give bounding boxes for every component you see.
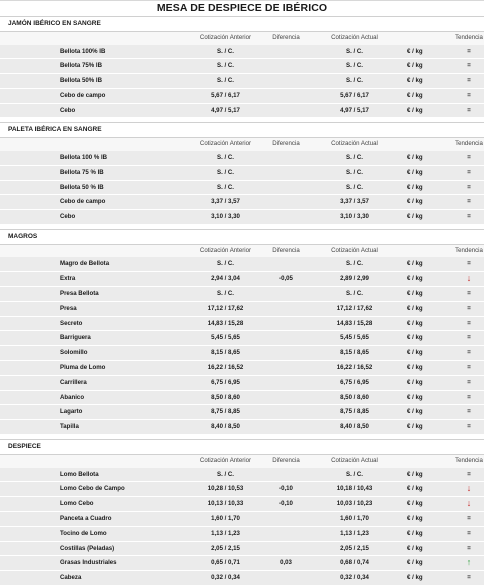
price-diferencia xyxy=(268,45,304,59)
section-title: JAMÓN IBÉRICO EN SANGRE xyxy=(0,16,484,32)
price-unit: € / kg xyxy=(407,183,423,191)
table-row xyxy=(0,195,484,210)
trend-down-icon: ↓ xyxy=(466,498,472,509)
table-row xyxy=(0,512,484,527)
table-row xyxy=(0,361,484,376)
price-actual: 2,89 / 2,99 xyxy=(340,275,369,283)
price-actual: S. / C. xyxy=(346,47,363,55)
product-name: Barriguera xyxy=(60,334,91,342)
column-header-actual: Cotización Actual xyxy=(331,140,378,148)
price-diferencia xyxy=(268,181,304,195)
table-row xyxy=(0,104,484,119)
trend-equal-icon: = xyxy=(467,91,471,99)
price-diferencia xyxy=(268,468,304,482)
product-name: Tapilla xyxy=(60,423,79,431)
price-anterior: 1,60 / 1,70 xyxy=(211,514,240,522)
price-unit: € / kg xyxy=(407,393,423,401)
price-anterior: S. / C. xyxy=(217,260,234,268)
table-row xyxy=(0,151,484,166)
column-header-unit xyxy=(405,245,454,258)
price-anterior: 0,32 / 0,34 xyxy=(211,574,240,582)
column-header-unit xyxy=(405,138,454,151)
price-unit: € / kg xyxy=(407,106,423,114)
product-name: Cebo xyxy=(60,213,76,221)
trend-equal-icon: = xyxy=(467,378,471,386)
column-header-actual: Cotización Actual xyxy=(331,246,378,254)
price-anterior: S. / C. xyxy=(217,470,234,478)
price-unit: € / kg xyxy=(407,198,423,206)
price-unit: € / kg xyxy=(407,260,423,268)
price-actual: 0,32 / 0,34 xyxy=(340,574,369,582)
section-rows xyxy=(0,45,484,119)
trend-equal-icon: = xyxy=(467,574,471,582)
product-name: Secreto xyxy=(60,319,83,327)
product-name: Panceta a Cuadro xyxy=(60,514,112,522)
price-unit: € / kg xyxy=(407,290,423,298)
price-anterior: 10,28 / 10,53 xyxy=(207,485,244,493)
price-diferencia xyxy=(268,331,304,345)
trend-equal-icon: = xyxy=(467,423,471,431)
price-actual: S. / C. xyxy=(346,153,363,161)
trend-down-icon: ↓ xyxy=(466,483,472,494)
price-diferencia xyxy=(268,317,304,331)
product-name: Cabeza xyxy=(60,574,82,582)
section-title: MAGROS xyxy=(0,229,484,245)
price-diferencia xyxy=(268,391,304,405)
product-name: Costillas (Peladas) xyxy=(60,544,115,552)
price-anterior: S. / C. xyxy=(217,77,234,85)
product-name: Abanico xyxy=(60,393,85,401)
price-diferencia xyxy=(268,420,304,434)
price-unit: € / kg xyxy=(407,574,423,582)
trend-equal-icon: = xyxy=(467,260,471,268)
column-headers xyxy=(0,32,484,45)
table-row xyxy=(0,210,484,225)
price-anterior: 3,10 / 3,30 xyxy=(211,213,240,221)
price-section-2 xyxy=(0,229,484,435)
trend-equal-icon: = xyxy=(467,183,471,191)
trend-equal-icon: = xyxy=(467,334,471,342)
price-actual: 1,13 / 1,23 xyxy=(340,529,369,537)
column-header-anterior: Cotización Anterior xyxy=(199,457,252,465)
price-anterior: S. / C. xyxy=(217,62,234,70)
page-title: MESA DE DESPIECE DE IBÉRICO xyxy=(0,0,484,16)
table-row xyxy=(0,302,484,317)
price-diferencia: -0,05 xyxy=(279,275,293,283)
table-row xyxy=(0,181,484,196)
product-name: Cebo de campo xyxy=(60,91,106,99)
product-name: Bellota 100% IB xyxy=(60,47,106,55)
price-actual: 6,75 / 6,95 xyxy=(340,378,369,386)
column-header-actual: Cotización Actual xyxy=(331,457,378,465)
price-unit: € / kg xyxy=(407,47,423,55)
price-actual: 3,37 / 3,57 xyxy=(340,198,369,206)
price-diferencia xyxy=(268,571,304,585)
price-section-1 xyxy=(0,122,484,224)
column-header-anterior: Cotización Anterior xyxy=(199,246,252,254)
price-anterior: 10,13 / 10,33 xyxy=(207,500,244,508)
table-row xyxy=(0,272,484,287)
trend-equal-icon: = xyxy=(467,514,471,522)
trend-equal-icon: = xyxy=(467,393,471,401)
price-anterior: S. / C. xyxy=(217,47,234,55)
price-unit: € / kg xyxy=(407,62,423,70)
price-diferencia xyxy=(268,302,304,316)
price-unit: € / kg xyxy=(407,304,423,312)
section-title: DESPIECE xyxy=(0,439,484,455)
column-header-tendencia: Tendencia xyxy=(455,457,483,465)
trend-equal-icon: = xyxy=(467,364,471,372)
column-header-product xyxy=(0,138,183,151)
price-actual: S. / C. xyxy=(346,470,363,478)
column-header-product xyxy=(0,32,183,45)
trend-equal-icon: = xyxy=(467,153,471,161)
price-diferencia xyxy=(268,287,304,301)
table-row xyxy=(0,482,484,497)
price-actual: S. / C. xyxy=(346,260,363,268)
column-header-anterior: Cotización Anterior xyxy=(199,140,252,148)
price-diferencia xyxy=(268,361,304,375)
section-rows xyxy=(0,468,484,586)
price-actual: 3,10 / 3,30 xyxy=(340,213,369,221)
trend-equal-icon: = xyxy=(467,319,471,327)
product-name: Bellota 75 % IB xyxy=(60,168,104,176)
price-diferencia xyxy=(268,257,304,271)
price-actual: 1,60 / 1,70 xyxy=(340,514,369,522)
price-unit: € / kg xyxy=(407,500,423,508)
price-anterior: S. / C. xyxy=(217,183,234,191)
table-row xyxy=(0,166,484,181)
trend-equal-icon: = xyxy=(467,47,471,55)
price-anterior: 8,40 / 8,50 xyxy=(211,423,240,431)
table-row xyxy=(0,420,484,435)
price-diferencia xyxy=(268,151,304,165)
table-row xyxy=(0,391,484,406)
column-header-tendencia: Tendencia xyxy=(455,140,483,148)
table-row xyxy=(0,346,484,361)
price-anterior: 3,37 / 3,57 xyxy=(211,198,240,206)
price-diferencia: -0,10 xyxy=(279,500,293,508)
price-diferencia xyxy=(268,59,304,73)
price-anterior: 0,65 / 0,71 xyxy=(211,559,240,567)
price-unit: € / kg xyxy=(407,334,423,342)
trend-equal-icon: = xyxy=(467,77,471,85)
price-actual: 8,50 / 8,60 xyxy=(340,393,369,401)
price-diferencia xyxy=(268,89,304,103)
column-header-diferencia: Diferencia xyxy=(272,457,300,465)
column-header-actual: Cotización Actual xyxy=(331,34,378,41)
price-anterior: 5,45 / 5,65 xyxy=(211,334,240,342)
price-unit: € / kg xyxy=(407,77,423,85)
price-anterior: 6,75 / 6,95 xyxy=(211,378,240,386)
table-row xyxy=(0,468,484,483)
price-unit: € / kg xyxy=(407,275,423,283)
column-header-tendencia: Tendencia xyxy=(455,246,483,254)
price-unit: € / kg xyxy=(407,423,423,431)
price-actual: S. / C. xyxy=(346,62,363,70)
product-name: Magro de Bellota xyxy=(60,260,110,268)
price-actual: S. / C. xyxy=(346,290,363,298)
price-unit: € / kg xyxy=(407,559,423,567)
table-row xyxy=(0,74,484,89)
column-header-product xyxy=(0,245,183,258)
trend-equal-icon: = xyxy=(467,106,471,114)
price-unit: € / kg xyxy=(407,364,423,372)
table-row xyxy=(0,59,484,74)
price-unit: € / kg xyxy=(407,378,423,386)
trend-equal-icon: = xyxy=(467,213,471,221)
price-diferencia xyxy=(268,512,304,526)
trend-equal-icon: = xyxy=(467,529,471,537)
table-row xyxy=(0,571,484,586)
product-name: Cebo de campo xyxy=(60,198,106,206)
price-actual: 4,97 / 5,17 xyxy=(340,106,369,114)
price-anterior: 5,67 / 6,17 xyxy=(211,91,240,99)
product-name: Solomillo xyxy=(60,349,88,357)
trend-down-icon: ↓ xyxy=(466,273,472,284)
price-actual: S. / C. xyxy=(346,77,363,85)
trend-equal-icon: = xyxy=(467,198,471,206)
product-name: Lomo Cebo de Campo xyxy=(60,485,125,493)
sections-container xyxy=(0,16,484,586)
price-diferencia xyxy=(268,376,304,390)
column-header-diferencia: Diferencia xyxy=(272,140,300,148)
price-diferencia xyxy=(268,195,304,209)
product-name: Lomo Cebo xyxy=(60,500,94,508)
table-row xyxy=(0,45,484,60)
column-header-diferencia: Diferencia xyxy=(272,34,300,41)
price-diferencia xyxy=(268,74,304,88)
price-unit: € / kg xyxy=(407,470,423,478)
price-diferencia xyxy=(268,527,304,541)
price-diferencia: -0,10 xyxy=(279,485,293,493)
product-name: Carrillera xyxy=(60,378,87,386)
price-unit: € / kg xyxy=(407,153,423,161)
section-rows xyxy=(0,151,484,225)
price-diferencia xyxy=(268,405,304,419)
price-section-0 xyxy=(0,16,484,118)
price-actual: 10,18 / 10,43 xyxy=(336,485,373,493)
price-unit: € / kg xyxy=(407,544,423,552)
product-name: Lomo Bellota xyxy=(60,470,99,478)
price-actual: 2,05 / 2,15 xyxy=(340,544,369,552)
table-row xyxy=(0,376,484,391)
price-anterior: 8,75 / 8,85 xyxy=(211,408,240,416)
price-diferencia xyxy=(268,166,304,180)
column-header-unit xyxy=(405,32,454,45)
price-anterior: S. / C. xyxy=(217,168,234,176)
price-anterior: 2,94 / 3,04 xyxy=(211,275,240,283)
trend-up-icon: ↑ xyxy=(466,557,472,568)
product-name: Bellota 100 % IB xyxy=(60,153,108,161)
trend-equal-icon: = xyxy=(467,290,471,298)
price-anterior: 8,50 / 8,60 xyxy=(211,393,240,401)
price-diferencia xyxy=(268,346,304,360)
column-headers xyxy=(0,455,484,468)
price-anterior: 4,97 / 5,17 xyxy=(211,106,240,114)
price-actual: 17,12 / 17,62 xyxy=(336,304,373,312)
table-row xyxy=(0,287,484,302)
price-diferencia xyxy=(268,542,304,556)
price-actual: S. / C. xyxy=(346,168,363,176)
price-unit: € / kg xyxy=(407,319,423,327)
column-header-product xyxy=(0,455,183,468)
section-title: PALETA IBÉRICA EN SANGRE xyxy=(0,122,484,138)
price-anterior: S. / C. xyxy=(217,290,234,298)
price-actual: 8,40 / 8,50 xyxy=(340,423,369,431)
trend-equal-icon: = xyxy=(467,62,471,70)
product-name: Bellota 50% IB xyxy=(60,77,102,85)
price-actual: 0,68 / 0,74 xyxy=(340,559,369,567)
table-row xyxy=(0,331,484,346)
price-actual: S. / C. xyxy=(346,183,363,191)
price-anterior: 17,12 / 17,62 xyxy=(207,304,244,312)
table-row xyxy=(0,405,484,420)
price-actual: 8,75 / 8,85 xyxy=(340,408,369,416)
price-unit: € / kg xyxy=(407,168,423,176)
table-row xyxy=(0,556,484,571)
product-name: Presa Bellota xyxy=(60,290,99,298)
price-section-3 xyxy=(0,439,484,586)
column-header-diferencia: Diferencia xyxy=(272,246,300,254)
price-unit: € / kg xyxy=(407,514,423,522)
product-name: Pluma de Lomo xyxy=(60,364,106,372)
trend-equal-icon: = xyxy=(467,349,471,357)
product-name: Grasas Industriales xyxy=(60,559,117,567)
price-actual: 10,03 / 10,23 xyxy=(336,500,373,508)
table-row xyxy=(0,89,484,104)
price-actual: 8,15 / 8,65 xyxy=(340,349,369,357)
section-rows xyxy=(0,257,484,435)
price-anterior: 8,15 / 8,65 xyxy=(211,349,240,357)
price-unit: € / kg xyxy=(407,408,423,416)
price-diferencia xyxy=(268,210,304,224)
price-anterior: 2,05 / 2,15 xyxy=(211,544,240,552)
product-name: Lagarto xyxy=(60,408,83,416)
trend-equal-icon: = xyxy=(467,168,471,176)
trend-equal-icon: = xyxy=(467,304,471,312)
column-headers xyxy=(0,245,484,258)
price-anterior: 16,22 / 16,52 xyxy=(207,364,244,372)
price-unit: € / kg xyxy=(407,213,423,221)
product-name: Tocino de Lomo xyxy=(60,529,107,537)
price-actual: 5,45 / 5,65 xyxy=(340,334,369,342)
column-header-unit xyxy=(405,455,454,468)
product-name: Bellota 50 % IB xyxy=(60,183,104,191)
trend-equal-icon: = xyxy=(467,470,471,478)
price-actual: 16,22 / 16,52 xyxy=(336,364,373,372)
column-header-anterior: Cotización Anterior xyxy=(199,34,252,41)
table-row xyxy=(0,542,484,557)
price-actual: 14,83 / 15,28 xyxy=(336,319,373,327)
trend-equal-icon: = xyxy=(467,544,471,552)
price-diferencia: 0,03 xyxy=(280,559,292,567)
trend-equal-icon: = xyxy=(467,408,471,416)
price-unit: € / kg xyxy=(407,485,423,493)
column-headers xyxy=(0,138,484,151)
product-name: Presa xyxy=(60,304,77,312)
product-name: Bellota 75% IB xyxy=(60,62,102,70)
price-actual: 5,67 / 6,17 xyxy=(340,91,369,99)
price-unit: € / kg xyxy=(407,91,423,99)
product-name: Extra xyxy=(60,275,76,283)
table-row xyxy=(0,497,484,512)
price-anterior: 1,13 / 1,23 xyxy=(211,529,240,537)
table-row xyxy=(0,317,484,332)
price-unit: € / kg xyxy=(407,529,423,537)
product-name: Cebo xyxy=(60,106,76,114)
price-anterior: 14,83 / 15,28 xyxy=(207,319,244,327)
price-anterior: S. / C. xyxy=(217,153,234,161)
column-header-tendencia: Tendencia xyxy=(455,34,483,41)
table-row xyxy=(0,527,484,542)
price-unit: € / kg xyxy=(407,349,423,357)
price-diferencia xyxy=(268,104,304,118)
table-row xyxy=(0,257,484,272)
